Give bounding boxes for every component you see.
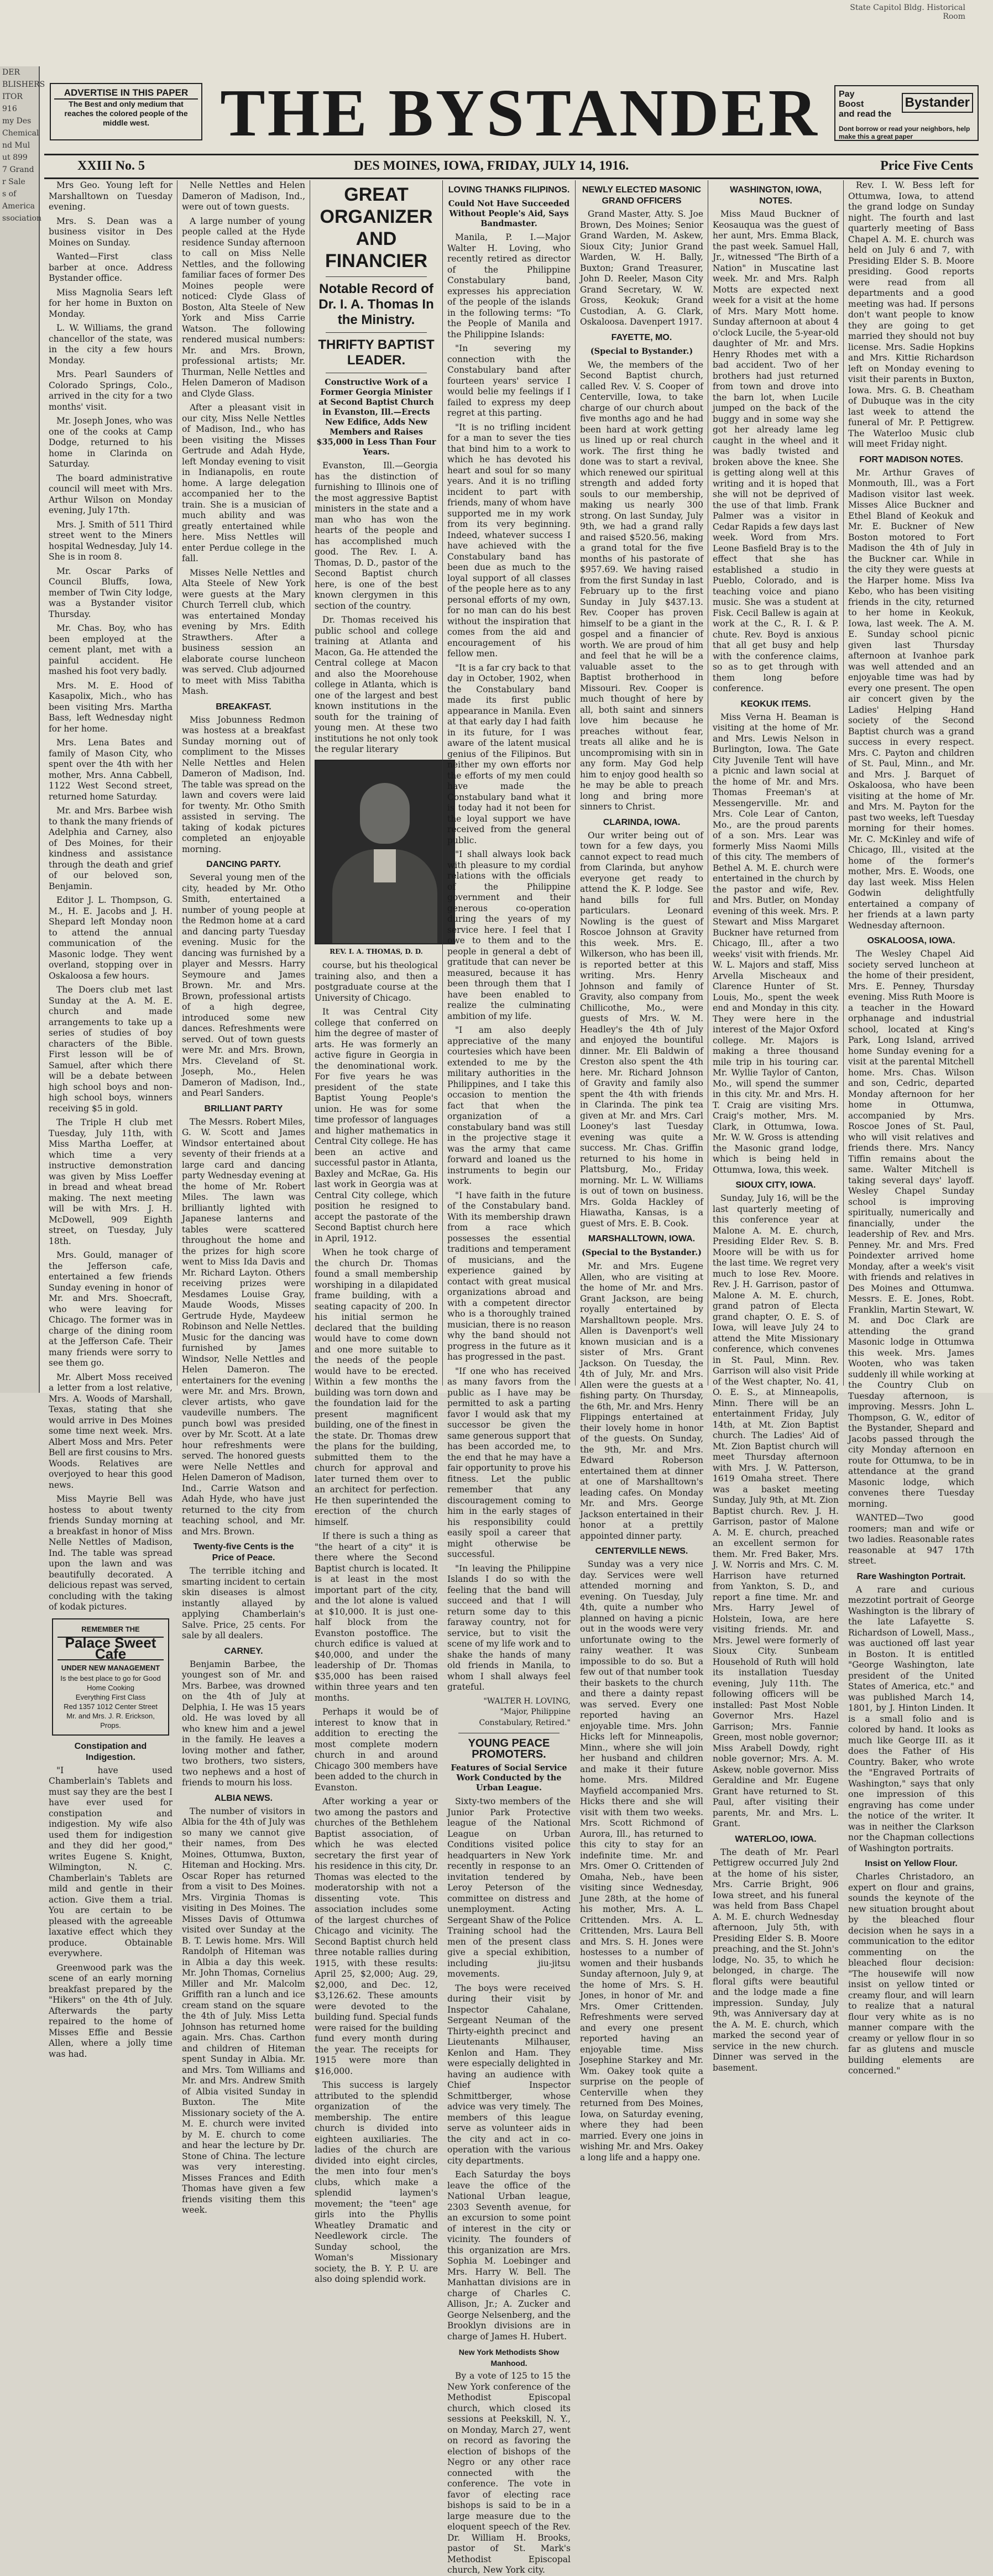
local-item: Mr. Albert Moss received a letter from a lost relative, Mrs. A. Woods of Marshall, Texas, stating that she would arrive in Des Moines some time next week. Mrs. Albert Moss and Mrs. Peter Bell are first cousins to Mrs. Woods. Relatives are overjoyed to hear this good news. [49,1372,173,1490]
section-text: A rare and curious mezzotint portrait of George Washington is the library of the late Lafayette S. Richardson of Lowell, Mass., was auctioned off last year in Boston. It is entitled "George Washington, late president of the United States of America, etc." and was published March 14, 1801, by J. Hinton Linden. It is a small folio and is colored by hand. It looks as much like George III. as it does the Father of His Country. Baker, who wrote the "Engraved Portraits of Washington," says that only one impression of this engraving has come under the notice of the writer. It was in neither the Clarkson nor the Chapman collections of Washington portraits. [848,1584,974,1853]
section-heading: KEOKUK ITEMS. [740,699,811,709]
great-organizer-headline: GREAT ORGANIZER AND FINANCIER [320,184,433,271]
organizer-paragraph: After working a year or two among the pastors and churches of the Bethlehem Baptist association, of which he was elected secretary the first year of his residence in this city, Dr. Thomas was elected to the moderatorship with not a dissenting vote. This association includes some of the largest churches of Chicago and vicinity. The Second Baptist church held three notable rallies during 1915, with these results: April 25, $2,000; Aug. 29, $2,000, and Dec. 12, $3,126.62. These amounts were devoted to the building fund. Special funds were raised for the building fund every month during the year. The receipts for 1915 were more than $16,000. [315,1796,438,2076]
local-item: Mr. Oscar Parks of Council Bluffs, Iowa, member of Twin City lodge, was a Bystander visitor Thursday. [49,566,173,619]
pay-boost-box [834,85,979,141]
section-text: The number of visitors in Albia for the 4th of July was so many we cannot give their names, from Des Moines, Ottumwa, Buxton, Hiteman and Hocking. Mrs. Oscar Roper has returned from a visit to Des Moines. Mrs. Virginia Thomas is visiting in Des Moines. The Misses Davis of Ottumwa visited over Sunday at the B. T. Lewis home. Mrs. Will Randolph of Hiteman was in Albia a day this week. Mr. John Thomas, Cornelius Miller and Mr. Malcolm Griffith ran a lunch and ice cream stand on the square the 4th of July. Miss Letta Johnson has returned home again. Mrs. Chas. Carthon and children of Hiteman spent Sunday in Albia. Mr. and Mrs. Tom Williams and Mr. and Mrs. Andrew Smith of Albia visited Sunday in Buxton. The Mite Missionary society of the A. M. E. church were invited by M. E. church to come and hear the lecture by Dr. Stone of China. The lecture was very interesting. Misses Frances and Edith Thomas have given a few friends visiting them this week. [182,1806,305,2215]
section-text: Grand Master, Atty. S. Joe Brown, Des Moines; Senior Grand Warden, M. Askew, Sioux City; Junior Grand Warden, W. H. Bally, Buxton; Grand Treasurer, John D. Reeler, Mason City Grand Secretary, W. W. Gross, Keokuk; Grand Custodian, A. G. Clark, Oskaloosa. Davenpert 1917. [580,209,703,327]
column-4 [442,180,575,2575]
section-heading: BREAKFAST. [216,702,271,712]
social-item: A large number of young people called at the Hyde residence Sunday afternoon to call on Miss Nelle Nettles, and the following familiar faces of former Des Moines people were noticed: Clyde Glass of Boston, Alta Steele of New York and Miss Carrie Watson. The following rendered musical numbers: Mr. and Mrs. Brown, professional artists; Mr. Thurman, Nelle Nettles and Helen Dameron of Madison and Clyde Glass. [182,216,305,399]
column-5 [575,180,708,2162]
section-text: The Wesley Chapel Aid society served luncheon at the home of their president, Mrs. E. Penney, Thursday evening. Miss Ruth Moore is a teacher in the Howard orphanage and industrial school, located at King's Park, Long Island, arrived home Sunday evening for a visit at the parental Mitchell home. Mrs. Chas. Wilson and son, Cedric, departed Monday afternoon for her home in Ottumwa, accompanied by Mrs. Roscoe Jones of St. Paul, who will visit relatives and friends there. Mrs. Nancy Tiffin remains about the same. Walter Mitchell is taking several days' layoff. Wesley Chapel Sunday school is improving spiritually, numerically and financially, under the leadership of Rev. and Mrs. Penney. Mr. and Mrs. Fred Poindexter arrived home Monday, after a week's visit with friends and relatives in Des Moines and Ottumwa. Messrs. E. E. Jones, Robt. Franklin, Martin Stewart, W. M. and Doc Clark are attending the grand Masonic lodge in Ottumwa this week. Mrs. James Wooten, who was taken suddenly ill while working at the Country Club on Tuesday afternoon, is improving. Messrs. John L. Thompson, G. W., editor of the Bystander, Shepard and Jacobs passed through the city Monday afternoon en route for Ottumwa, to be in attendance at the grand Masonic lodge, which convenes there Tuesday morning. [848,949,974,1509]
loving-paragraph: "I am also deeply appreciative of the many courtesies which have been extended to me by the military authorities in the Philippines, and I take this occasion to mention the fact that when the organization of a constabulary band was still in the projective stage it was the army that came forward and loaned us the instruments to begin our work. [447,1025,571,1186]
edge-fragment: 916 [2,104,17,113]
greenwood-park-item: Greenwood park was the scene of an early morning breakfast prepared by the "Hikers" on the 4th of July. Afterwards the party repaired to the home of Misses Effie and Bessie Allen, where a jolly time was had. [49,1962,173,2059]
section-text: Miss Maud Buckner of Keosauqua was the guest of her aunt, Mrs. Emma Black, the past week. Samuel Hall, Jr., witnessed "The Birth of a Nation" in Muscatine last week. Mr. and Mrs. Ralph Motts are expected next week for a visit at the home of Mrs. Mary Mott home. Sunday afternoon at about 4 o'clock Lucile, the 5-year-old daughter of Mr. and Mrs. Henry Rhodes met with a bad accident. Two of her brothers had just returned from town and drove into the barn lot, when Lucile jumped on the back of the buggy and in some way she got her already lame leg caught in the wheel and it was badly twisted and broken above the knee. She is getting along well at this writing and it is hoped that she will not be deprived of the use of that limb. Frank Palmer was a visitor in Cedar Rapids a few days last week. Word from Mrs. Leone Basfield Bray is to the effect that she has established a studio in Pueblo, Colorado, and is teaching voice and piano music. She was a student at Fisk. Cecil Ballew is again at work at the C., R. I. & P. chute. Rev. Boyd is anxious that all get busy and help with the conference claims, so as to get through with them long before conference. [713,209,839,693]
advertise-heading: ADVERTISE IN THIS PAPER [54,87,198,100]
young-peace-headline: YOUNG PEACE PROMOTERS. [468,1737,550,1760]
local-item: L. W. Williams, the grand chancellor of the state, was in the city a few hours Monday. [49,323,173,365]
methodists-paragraph: By a vote of 125 to 15 the New York conference of the Methodist Episcopal church, which closed its sessions at Peekskill, N. Y., on Monday, March 27, went on record as favoring the election of bishops of the Negro or any other race connected with the conference. The vote in favor of electing race bishops is said to be in a large measure due to the eloquent speech of the Rev. Dr. William H. Brooks, pastor of St. Mark's Methodist Episcopal church, New York city. [447,2371,571,2575]
loving-paragraph: "I have faith in the future of the Constabulary band. With its membership drawn from a race which possesses the essential traditions and temperament of musicians, and the experience gained by contact with great musical organizations abroad and with a competent director who is a thoroughly trained musician, there is no reason why the band should not progress in the future as it has progressed in the past. [447,1190,571,1362]
issue-price: Price Five Cents [880,159,973,173]
peace-paragraph: The boys were received during their visit by Inspector Cahalane, Sergeant Neuman of the Thirty-eighth precinct and Lieutenants Milhauser, Kenlon and Ham. They were especially delighted in having an audience with Chief Inspector Schmittberger, whose advice was very timely. The members of this league serve as volunteer aids in the city and act in co-operation with the various city departments. [447,1983,571,2166]
local-item: Mrs. Pearl Saunders of Colorado Springs, Colo., arrived in the city for a two months' visit. [49,369,173,412]
section-heading: DANCING PARTY. [206,860,281,869]
ad-cafe-name: Palace Sweet Cafe [58,1637,164,1660]
read-label: and read the [839,109,892,119]
section-text: Sunday, July 16, will be the last quarterly meeting of this conference year at Malone A. M. E. church, Presiding Elder Rev. S. B. Moore will be with us for the last time. We regret very much to lose Rev. Moore. Rev. J. H. Garrison, pastor of Malone A. M. E. church, grand patron of Electa grand chapter, O. E. S. of Iowa, will leave July 24 to attend the Mite Missionary conference, which convenes in St. Paul, Minn. Rev. Garrison will also visit Pride of the West chapter, No. 41, O. E. S., at Minneapolis, Minn. There will be an entertainment Friday, July 14th, at Mt. Zion Baptist church. The Ladies' Aid of Mt. Zion Baptist church will meet Thursday afternoon with Mrs. J. W. Patterson, 1619 Omaha street. There was a basket meeting Sunday, July 9th, at Mt. Zion Baptist church. Rev. J. H. Garrison, pastor of Malone A. M. E. church, preached an excellent sermon for them. Mr. Fred Baker, Mrs. J. W. Norris and Mrs. C. M. Harrison have returned from Yankton, S. D., and report a fine time. Mr. and Mrs. Harry Jewel of Holstein, Iowa, are here visiting friends. Mr. and Mrs. Jewel were formerly of Sioux City. Sunbeam Household of Ruth will hold its installation Tuesday evening, July 11th. The following officers will be installed: Past Most Noble Governor Mrs. Hazel Garrison; Mrs. Fannie Green, most noble governor; Miss Arabell Dowdy, right noble governor; Mrs. A. M. Askew, noble governor. Miss Geraldine and Mr. Eugene Grant have returned to St. Paul, after visiting their parents, Mr. and Mrs. L. Grant. [713,1193,839,1828]
edge-fragment: ITOR [2,92,23,101]
section-text: The Messrs. Robert Miles, G. W. Scott and James Windsor entertained about seventy of their friends at a large card and dancing party Wednesday evening at the home of Mr. Robert Miles. The lawn was brilliantly lighted with Japanese lanterns and tables were scattered throughout the home and the prizes for high score went to Miss Ida Davis and Mr. Richard Layton. Others receiving prizes were Mesdames Louise Gray, Maude Woods, Misses Gertrude Hyde, Maydeew Robinson and Nelle Nettles. Music for the dancing was furnished by James Windsor, Nelle Nettles and Helen Dameron. The entertainers for the evening were Mr. and Mrs. Brown, clever artists, who gave vaudeville numbers. The punch bowl was presided over by Mr. Scott. At a late hour refreshments were served. The honored guests were Nelle Nettles and Helen Dameron of Madison, Ind., Carrie Watson and Adah Hyde, who have just returned to the city from teaching school, and Mr. and Mrs. Brown. [182,1116,305,1537]
section-text: The terrible itching and smarting incident to certain skin diseases is almost instantly allayed by applying Chamberlain's Salve. Price, 25 cents. For sale by all dealers. [182,1566,305,1640]
edge-fragment: nd Mul [2,141,30,150]
local-item: The board administrative council will meet with Mrs. Arthur Wilson on Monday evening, July 17th. [49,473,173,515]
organizer-paragraph: If there is such a thing as "the heart of a city" it is there where the Second Baptist church is located. It is at least in the most important part of the city, and the lot alone is valued at $10,000. It is just one-half block from the Evanston postoffice. The church edifice is valued at $40,000, and under the leadership of Dr. Thomas $35,000 has been raised within three years and ten months. [315,1531,438,1703]
edge-fragment: s of [2,190,17,198]
section-text: Miss Jobunness Redmon was hostess at a breakfast Sunday morning out of compliment to the Misses Nelle Nettles and Helen Dameron of Madison, Ind. The table was spread on the lawn and covers were laid for twenty. Mr. Otho Smith assisted in serving. The taking of kodak pictures completed an enjoyable morning. [182,714,305,854]
section-text: WANTED—Two good roomers; man and wife or two ladies. Reasonable rates reasonable at 947 17th street. [848,1513,974,1566]
section-heading: Insist on Yellow Flour. [865,1859,958,1868]
column-1 [44,180,177,2059]
dateline-bar [44,154,979,179]
organizer-paragraph: Dr. Thomas received his public school and college training at Atlanta and Macon, Ga. He attended the Central college at Macon and also the Moorehouse college in Atlanta, which is one of the largest and best known institutions in the south for the training of young men. At these two institutions he not only took the regular literary [315,615,438,754]
section-heading: SIOUX CITY, IOWA. [735,1180,816,1190]
organizer-paragraph: When he took charge of the church Dr. Thomas found a small membership worshiping in a dilapidated frame building, with a seating capacity of 200. In his initial sermon he declared that the building would have to come down and one more suitable to the needs of the people would have to be erected. Within a few months the building was torn down and the foundation laid for the present magnificent building, one of the finest in the state. Dr. Thomas drew the plans for the building, submitted them to the church for approval and later turned them over to an architect for perfection. He then superintended the erection of the church himself. [315,1247,438,1527]
column-6 [708,180,843,2073]
column-2 [177,180,310,2215]
section-text: Benjamin Barbee, the youngest son of Mr. and Mrs. Barbee, was drowned on the 4th of July at Delphia, I. He was 15 years old. He was loved by all who knew him and a jewel in the family. He leaves a loving mother and father, two brothers, two sisters, two nephews and a host of friends to mourn his loss. [182,1659,305,1788]
local-item: Miss Mayrie Bell was hostess to about twenty friends Sunday morning at a breakfast in honor of Miss Nelle Nettles of Madison, Ind. The table was spread upon the lawn and was beautifully decorated. A delicious repast was served, concluding with the taking of kodak pictures. [49,1494,173,1612]
local-item: Editor J. L. Thompson, G. M., H. E. Jacobs and J. H. Shepard left Monday noon to attend the annual communication of the Masonic lodge. They went overland, stopping over in Oskaloosa a few hours. [49,895,173,981]
section-heading: FAYETTE, MO. [611,332,672,342]
portrait-caption: REV. I. A. THOMAS, D. D. [330,947,423,955]
library-stamp [850,3,965,21]
section-heading: CLARINDA, IOWA. [603,817,681,827]
masthead [44,77,979,149]
organizer-paragraph: Evanston, Ill.—Georgia has the distinction of furnishing to Illinois one of the most aggressive Baptist ministers in the state and a man who has won the hearts of the people and has accomplished much good. The Rev. I. A. Thomas, D. D., pastor of the Second Baptist church here, is one of the best known clergymen in this section of the country. [315,461,438,611]
section-heading: Twenty-five Cents is the Price of Peace. [193,1542,294,1563]
local-item: Mr. Chas. Boy, who has been employed at the cement plant, met with a painful accident. He mashed his foot very badly. [49,623,173,676]
local-item: Mr. and Mrs. Barbee wish to thank the many friends of Adelphia and Carney, also of Des Moines, for their kindness and assistance through the death and grief of our beloved son, Benjamin. [49,806,173,891]
loving-paragraph: "In severing my connection with the Constabulary band after fourteen years' service I would belie my feelings if I failed to express my deep regret at this parting. [447,343,571,418]
peace-paragraph: Each Saturday the boys leave the office of the National Urban league, 2303 Seventh avenue, for an excursion to some point of interest in the city or vicinity. The founders of this organization are Mrs. Sophia M. Loebinger and Mrs. Harry W. Bell. The Manhattan divisions are in charge of Charles C. Allison, Jr.; A. Zucker and George Nelsenberg, and the Brooklyn divisions are in charge of James H. Hubert. [447,2170,571,2342]
local-item: Mrs. S. Dean was a business visitor in Des Moines on Sunday. [49,216,173,248]
columns-container [44,180,979,2575]
section-heading: FORT MADISON NOTES. [859,454,963,464]
organizer-paragraph: course, but his theological training also, and then a postgraduate course at the University of Chicago. [315,960,438,1003]
ad-line-2: Everything First Class [75,1692,146,1701]
local-item: Mrs. Lena Bates and family of Mason City, who spent over the 4th with her mother, Mrs. Anna Cabbell, 1122 West Second street, returned home Saturday. [49,738,173,802]
ad-line-4: Mr. and Mrs. J. R. Erickson, Props. [66,1711,155,1729]
edge-fragment: ut 899 [2,153,28,162]
section-heading: BRILLIANT PARTY [204,1104,283,1114]
issue-date: DES MOINES, IOWA, FRIDAY, JULY 14, 1916. [354,159,629,173]
edge-fragment: America [2,202,35,211]
section-heading: MARSHALLTOWN, IOWA. [588,1234,696,1243]
edge-fragment: my Des [2,117,32,126]
stamp-line-1: State Capitol Bldg. Historical [850,3,965,12]
loving-paragraph: Manila, P. I.—Major Walter H. Loving, who recently retired as director of the Philippine Constabulary band, expresses his appreciation of the people of the islands in the following terms: "To the People of Manila and the Philippine Islands: [447,232,571,339]
newspaper-title: THE BYSTANDER [220,76,819,150]
section-text: Several young men of the city, headed by Mr. Otho Smith, entertained a number of young people at the Redmon home at a card and dancing party Tuesday evening. Music for the dancing was furnished by a player and Messrs. Harry Seymoure and James Brown. Mr. and Mrs. Brown, professional artists of a high degree, introduced some new dances. Refreshments were served. Out of town guests were Mr. and Mrs. Brown, Mrs. Cleveland of St. Joseph, Mo., Helen Dameron of Madison, Ind., and Pearl Sanders. [182,872,305,1098]
peace-paragraph: Sixty-two members of the Junior Park Protective league of the National League on Urban Conditions visited police headquarters in New York recently in response to an invitation tendered by Leroy Peterson of the committee on distress and unemployment. Acting Sergeant Shaw of the Police Training school had the men of the present class give a special exhibition, including jiu-jitsu movements. [447,1796,571,1979]
section-heading: CENTERVILLE NEWS. [595,1546,688,1556]
constipation-text: "I have used Chamberlain's Tablets and must say they are the best I have ever used for constipation and indigestion. My wife also used them for indigestion and they did her good," writes Eugene S. Knight, Wilmington, N. C. Chamberlain's Tablets are mild and gentle in their action. Give them a trial. You are certain to be pleased with the agreeable laxative effect which they produce. Obtainable everywhere. [49,1765,173,1958]
local-item: The Triple H club met Tuesday, July 11th, with Miss Martha Loeffer, at which time a very instructive demonstration was given by Miss Loeffer in bread and wheat bread making. The next meeting will be with Mrs. J. H. McDowell, 909 Eighth street, on Tuesday, July 18th. [49,1117,173,1246]
ad-line-3: Red 1357 1012 Center Street [64,1702,158,1711]
section-heading: WASHINGTON, IOWA, NOTES. [730,185,822,206]
loving-signature: "WALTER H. LOVING, [483,1696,571,1706]
section-text: Mr. and Mrs. Eugene Allen, who are visiting at the home of Mr. and Mrs. Grant Jackson, are being royally entertained by Marshalltown people. Mrs. Allen is Davenport's well known musician and is a sister of Mrs. Grant Jackson. On Tuesday, the 4th of July, Mr. and Mrs. Allen were the guests at a fishing party. On Thursday, the 6th, Mr. and Mrs. Henry Flippings entertained at their lovely home in honor of the guests. On Sunday, the 9th, Mr. and Mrs. Edward Roberson entertained them at dinner at one of Marshalltown's leading cafes. On Monday Mr. and Mrs. George Jackson entertained in their honor at a prettily appointed dinner party. [580,1261,703,1541]
section-subheading: (Special to Bystander.) [590,346,693,356]
local-item: Wanted—First class barber at once. Address Bystander office. [49,252,173,283]
section-heading: Rare Washington Portrait. [856,1571,966,1581]
organizer-paragraph: Perhaps it would be of interest to know that in addition to erecting the most complete modern church in and around Chicago 300 members have been added to the church in Evanston. [315,1707,438,1793]
adjacent-page-edge [0,66,45,1393]
edge-fragment: DER [2,68,20,77]
ad-management: UNDER NEW MANAGEMENT [61,1664,160,1672]
stamp-line-2: Room [943,12,965,21]
edge-fragment: ssociation [2,214,42,223]
ad-remember: REMEMBER THE [81,1624,140,1633]
local-item: Mr. Joseph Jones, who was one of the cooks at Camp Dodge, returned to his home in Clarinda on Saturday. [49,416,173,469]
local-item: Mrs. M. E. Hood of Kasapolix, Mich., who has been visiting Mrs. Martha Bass, left Wednesday night for her home. [49,680,173,734]
section-heading: ALBIA NEWS. [214,1793,273,1803]
methodists-heading: New York Methodists Show Manhood. [458,2348,560,2368]
social-item: After a pleasant visit in our city, Miss Nelle Nettles of Madison, Ind., who has been visiting the Misses Gertrude and Adah Hyde, left Monday evening to visit in Indianapolis, en route home. A large delegation accompanied her to the train. She is a musician of much ability and was greatly entertained while here. Miss Nettles will enter Perdue college in the fall. [182,403,305,563]
edge-fragment: Chemical [2,129,39,138]
local-item: Miss Magnolia Sears left for her home in Buxton on Monday. [49,287,173,319]
pay-label: Pay [839,90,855,99]
section-subheading: (Special to the Bystander.) [582,1248,702,1257]
column-7 [843,180,979,2076]
section-text: Our writer being out of town for a few days, you cannot expect to read much from Clarinda, but anyhow everyone get ready to attend the K. P. lodge. See hand bills for full particulars. Leonard Nowling is the guest of Roscoe Johnson at Gravity this week. Mrs. E. Wilkerson, who has been ill, is reported better at this writing. Mrs. Henry Johnson and family of Gravity, also company from Chillicothe, Mo., were guests of Mrs. W. M. Headley's the 4th of July and enjoyed the bountiful dinner. Mr. Eli Baldwin of Creston also spent the 4th here. Mr. Richard Johnson of Gravity and family also spent the 4th with friends in Clarinda. The pink tea given at Mr. and Mrs. Carl Looney's last Tuesday evening was quite a success. Mr. Chas. Griffin returned to his home in Plattsburg, Mo., Friday morning. Mr. L. W. Williams is out of town on business. Mrs. Golda Hackley of Hiawatha, Kansas, is a guest of Mrs. E. B. Cook. [580,830,703,1229]
local-item: Mrs. J. Smith of 511 Third street went to the Miners hospital Wednesday, July 14. She is in room 8. [49,519,173,562]
section-heading: CARNEY. [224,1646,263,1656]
loving-paragraph: "I shall always look back with pleasure to my cordial relations with the officials of the Philippine government and their generous co-operation during the years of my service here. I feel that I owe to them and to the people in general a debt of gratitude that can never be measured, because it has been through them that I have been enabled to realize the culminating ambition of my life. [447,849,571,1021]
section-heading: NEWLY ELECTED MASONIC GRAND OFFICERS [582,185,702,206]
organizer-paragraph: This success is largely attributed to the splendid organization of the membership. The entire church is divided into eighteen auxiliaries. The ladies of the church are divided into eight circles, the men into four men's clubs, which make a splendid laymen's movement; the "teen" age girls into the Phyllis Wheatley Dramatic and Needlework circle. The Sunday school, the Woman's Missionary society, the B. Y. P. U. are also doing splendid work. [315,2080,438,2284]
section-text: Miss Verna H. Beaman is visiting at the home of Mr. and Mrs. Lewis Nelson in Burlington, Iowa. The Gate City Juvenile Tent will have a picnic and lawn social at the home of Mr. and Mrs. Thomas Freeman's at Messengerville. Mr. and Mrs. Cole Lear of Canton, Mo., are the proud parents of a son. Mrs. Lear was formerly Miss Naomi Mills of this city. The members of Bethel A. M. E. church were entertained in the church by the pastor and wife, Rev. and Mrs. Butler, on Monday evening of this week. Mrs. P. Stewart and Miss Margaret Buckner have returned from Chicago, Ill., after a two weeks' visit with friends. Mr. W. L. Majors and staff, Miss Arvella Mischeaux and Clarence Hunter of St. Louis, Mo., spent the week end and Monday in this city. They were here in the interest of the Major Oxford college. Mr. Majors is making a three thousand mile trip in his touring car. Mr. Wyllie Taylor of Canton, Mo., will spend the summer in this city. Mr. and Mrs. H. T. Craig are visiting Mrs. Craig's mother, Mrs. M. Clark, in Ottumwa, Iowa. Mr. W. W. Gross is attending the Masonic grand lodge, which is being held in Ottumwa, Iowa, this week. [713,712,839,1175]
boost-label: Boost [839,100,864,109]
portrait-head [360,783,410,844]
notable-record-subhead: Notable Record of Dr. I. A. Thomas In the Ministry. [318,281,434,327]
constipation-heading: Constipation and Indigestion. [74,1741,147,1762]
volume-number: XXIII No. 5 [77,159,145,173]
social-item: Misses Nelle Nettles and Alta Steele of New York were guests at the Mary Church Terrell club, which was entertained Monday evening by Mrs. Edith Strawthers. After a business session an elaborate course luncheon was served. Club adjourned to meet with Miss Tabitha Mash. [182,567,305,696]
loving-paragraph: "If one who has received as many favors from the public as I have may be permitted to ask a parting favor I would ask that my successor be given the same generous support that has been accorded me, to the end that he may have a fair opportunity to prove his fitness. Let the public remember that any discouragement coming to him in the early stages of his responsibility could easily spoil a career that might otherwise be successful. [447,1366,571,1559]
borrow-note: Dont borrow or read your neighbors, help make this a great paper [839,125,970,140]
edge-fragment: r Sale [2,177,25,186]
loving-paragraph: "It is a far cry back to that day in October, 1902, when the Constabulary band made its first public appearance in Manila. Even at that early day I had faith in its future, for I was aware of the latent musical genius of the Filipinos. But neither my own efforts nor the efforts of my men could have made the Constabulary band what it is today had it not been for the loyal support we have received from the general public. [447,662,571,845]
organizer-deck: Constructive Work of a Former Georgia Minister at Second Baptist Church in Evanston, Ill.—Erects New Edifice, Adds New Members and Raises $35,000 in Less Than Four Years. [316,378,436,457]
ad-line-1: Is the best place to go for Good Home Cooking [60,1674,161,1692]
edge-fragment: 7 Grand [2,165,34,174]
local-item: Mrs Geo. Young left for Marshalltown on Tuesday evening. [49,180,173,212]
section-heading: OSKALOOSA, IOWA. [867,936,955,945]
social-item: Nelle Nettles and Helen Dameron of Madison, Ind., were out of town guests. [182,180,305,212]
advertise-box [50,83,202,140]
section-text: We, the members of the Second Baptist church, called Rev. V. S. Cooper of Centerville, Iowa, to take charge of our church about five months ago and he had been hard at work getting us lined up or real church work. The first thing he done was to start a revival, which renewed our spiritual strength and added forty souls to our membership, making us nearly 300 strong. On last Sunday, July 9th, we had a grand rally and raised $520.56, making a grand total for the five months of his pastorate of $957.69. We having raised from the first Sunday in last February up to the first Sunday in July $437.13. Rev. Cooper has proven himself to be a giant in the gospel and a financier of worth. We are proud of him and feel that he will be a valuable asset to the Baptist brotherhood in Missouri. Rev. Cooper is much thought of here by all, both saint and sinners love him because he preaches without fear, treats all alike and he is uncompromising with sin in any form. May God help him to enjoy good health so he may be able to preach long and bring more sinners to Christ. [580,359,703,812]
bystander-logo: Bystander [902,93,973,113]
section-heading: WATERLOO, IOWA. [735,1834,817,1844]
section-text: Rev. I. W. Bess left for Ottumwa, Iowa, to attend the grand lodge on Sunday night. The fourth and last quarterly meeting of Bass Chapel A. M. E. church was held on July 6 and 7, with Presiding Elder S. B. Moore presiding. Good reports were read from all departments and a good meeting was had. If persons don't want people to know they are going to get married they should not buy license. Mrs. Sadie Hopkins and Mrs. Kittie Richardson left on Monday evening to visit their parents in Buxton, Iowa. Mrs. G. B. Cheatham of Dubuque was in the city last week to attend the funeral of Mr. P. Pettigrew. The Waterloo Music club will meet Friday night. [848,180,974,449]
edge-fragment: BLISHERS [2,80,45,89]
section-text: Charles Christadoro, an expert on flour and grains, sounds the keynote of the new situation brought about by the bleached flour decision when he says in a communication to the editor commenting on the bleached flour decision: "The housewife will now insist on yellow tinted or creamy flour, and will learn to realize that a natural flour very white as is no manner compare with the creamy or yellow flour in so far as glutens and muscle building elements are concerned." [848,1872,974,2076]
young-peace-deck: Features of Social Service Work Conducted by the Urban League. [451,1763,567,1793]
column-3 [310,180,442,2284]
organizer-paragraph: It was Central City college that conferred on him the degree of master of arts. He was formerly an active figure in Georgia in the denominational work. For five years he was president of the state Baptist Young People's union. He was for some time professor of languages and higher mathematics in Central City college. He has been an active and successful pastor in Atlanta, Baxley and McRae, Ga. His last work in Georgia was at Central City college, which position he resigned to accept the pastorate of the Second Baptist church here in April, 1912. [315,1007,438,1243]
section-text: The death of Mr. Pearl Pettigrew occurred July 2nd at the home of his sister, Mrs. Carrie Bright, 906 Iowa street, and his funeral was held from Bass Chapel A. M. E. church Wednesday afternoon, July 5th, with Presiding Elder S. B. Moore preaching, and the St. John's lodge, No. 35, to which he belonged, in charge. The floral gifts were beautiful and the lodge made a fine impression. Sunday, July 9th, was Anniversary day at the A. M. E. church, which marked the second year of service in the new church. Dinner was served in the basement. [713,1847,839,2073]
local-item: The Doers club met last Sunday at the A. M. E. church and made arrangements to take up a series of studies of boy characters of the Bible. First lesson will be of Samuel, after which there will be a debate between high school boys and non-high school boys, winners receiving $5 in gold. [49,985,173,1114]
portrait-photo [315,760,455,944]
palace-sweet-cafe-ad [52,1618,169,1736]
advertise-text: The Best and only medium that reaches the colored people of the middle west. [64,100,188,127]
section-text: Sunday was a very nice day. Services were well attended morning and evening. On Tuesday, July 4th, quite a number who planned on having a picnic out in the woods were very unfortunate owing to the rainy weather. It was impossible to do so. But a few out of that number took their baskets to the church and there a dainty repast was served. Every one reported having an enjoyable time. Mrs. John Hicks left for Minneapolis, Minn., where she will join her husband and children and make it their future home. Mrs. Mildred Mayfield accompanied Mrs. Hicks there and she will visit with them two weeks. Mrs. Scott Richmond of Aurora, Ill., has returned to this city to stay for an indefinite time. Mr. and Mrs. Omer O. Crittenden of Omaha, Neb., have been visiting since Wednesday, June 28th, at the home of his mother, Mrs. A. L. Crittenden. Mrs. A. L. Crittenden, Mrs. Laura Bell and Mrs. S. H. Jones were hostesses to a number of women and their husbands Sunday afternoon, July 9, at the home of Mrs. S. H. Jones, in honor of Mr. and Mrs. Omer Crittenden. Refreshments were served and every one present reported having an enjoyable time. Miss Josephine Starkey and Mr. Wm. Oakey took quite a surprise on the people of Centerville when they returned from Des Moines, Iowa, on Saturday evening, where they had been married. Every one joins in wishing Mr. and Mrs. Oakey a long life and a happy one. [580,1559,703,2162]
loving-thanks-headline: LOVING THANKS FILIPINOS. [448,185,570,195]
loving-paragraph: "It is no trifling incident for a man to sever the ties that bind him to a work to which he has devoted his heart and soul for so many years. And it is no trifling incident to part with friends, many of whom have supported me in my work from its very beginning. Indeed, whatever success I have achieved with the Constabulary band has been due as much to the loyal support of all classes of the people here as to any personal efforts of my own, for no man can do his best without the inspiration that comes from the aid and encouragement of his fellow men. [447,422,571,659]
section-text: Mr. Arthur Graves of Monmouth, Ill., was a Fort Madison visitor last week. Misses Alice Buckner and Ethel Bland of Keokuk and Mr. E. Buckner of New Boston motored to Fort Madison the 4th of July in the Buckner car. While in the city they were guests at the Harper home. Miss Iva Kebo, who has been visiting friends in the city, returned to her home in Keokuk, Iowa, last week. The A. M. E. Sunday school picnic given last Thursday afternoon at Ivanhoe park was well attended and an enjoyable time was had by every one present. The open air concert given by the Ladies' Helping Hand society of the Second Baptist church was a grand success in every respect. Mrs. C. Payton and children of St. Paul, Minn., and Mr. and Mrs. J. Barquet of Oskaloosa, who have been visiting at the home of Mr. and Mrs. M. Payton for the past two weeks, left Tuesday morning for their homes. Mr. C. McKinley and wife of Chicago, Ill., visited at the home of the former's mother, Mrs. E. Woods, one day last week. Miss Helen Godwin delightfully entertained a company of her friends at a lawn party Wednesday afternoon. [848,467,974,931]
loving-paragraph: "In leaving the Philippine Islands I do so with the feeling that the band will succeed and that I will return some day to this faraway country, not for service, but to visit the scene of my life work and to shake the hands of many old friends in Manila, to whom I shall always feel grateful. [447,1563,571,1692]
thrifty-baptist-subhead: THRIFTY BAPTIST LEADER. [318,337,435,368]
loving-title: "Major, Philippine Constabulary, Retired." [479,1707,571,1727]
portrait-collar [374,849,396,882]
loving-thanks-deck: Could Not Have Succeeded Without People's Aid, Says Bandmaster. [448,199,570,228]
local-item: Mrs. Gould, manager of the Jefferson cafe, entertained a few friends Sunday evening in honor of Mr. and Mrs. Shoecraft, who were leaving for Chicago. The former was in charge of the dining room at the Jefferson Cafe. Their many friends were sorry to see them go. [49,1250,173,1368]
